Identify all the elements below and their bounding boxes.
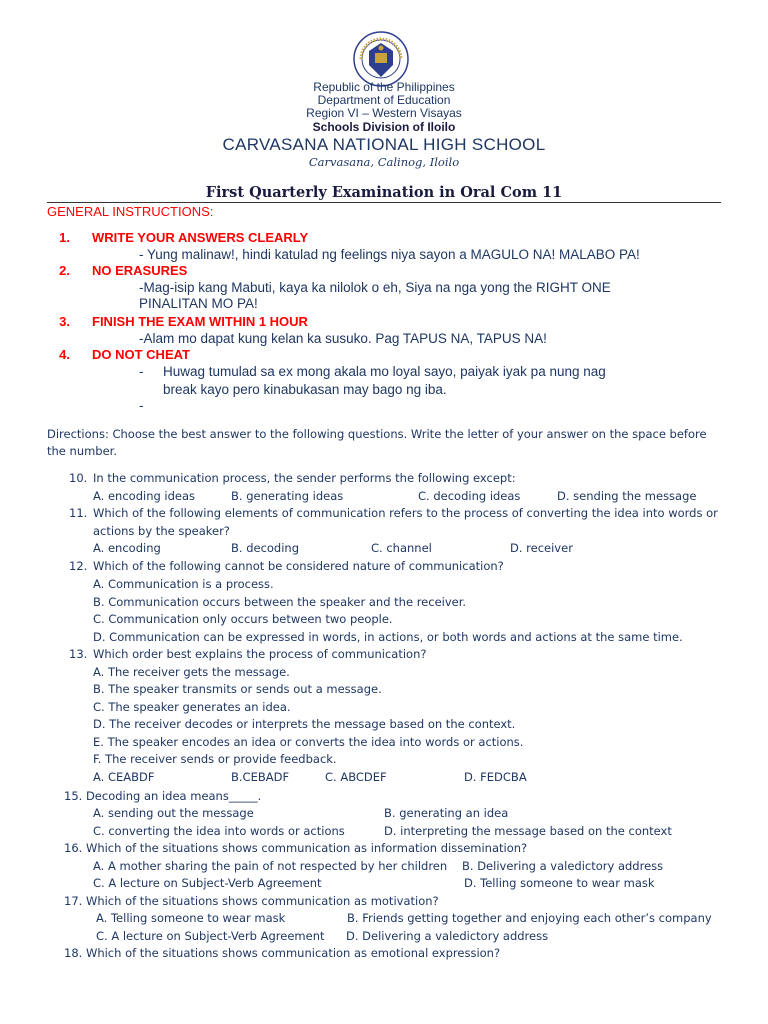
question-12-option-a: A. Communication is a process. — [93, 577, 274, 591]
general-instructions-label: GENERAL INSTRUCTIONS: — [47, 204, 214, 219]
header-republic: Republic of the Philippines — [313, 80, 455, 94]
school-name: CARVASANA NATIONAL HIGH SCHOOL — [222, 135, 546, 154]
instruction-3: 3. FINISH THE EXAM WITHIN 1 HOUR — [59, 314, 308, 329]
question-15-option-c: C. converting the idea into words or actions — [93, 824, 345, 838]
header-region: Region VI – Western Visayas — [306, 106, 462, 120]
title-divider — [47, 202, 721, 203]
question-10-option-b: B. generating ideas — [231, 489, 344, 503]
instruction-4-body: Huwag tumulad sa ex mong akala mo loyal sayo, paiyak iyak pa nung nag — [163, 364, 606, 379]
instruction-1: 1. WRITE YOUR ANSWERS CLEARLY — [59, 230, 309, 245]
question-15-option-d: D. interpreting the message based on the context — [384, 824, 672, 838]
question-13-text: Which order best explains the process of communication? — [93, 647, 427, 661]
question-16-option-c: C. A lecture on Subject-Verb Agreement — [93, 876, 322, 890]
instruction-4-body-2: break kayo pero kinabukasan may bago ng iba. — [163, 382, 447, 397]
question-11-text: Which of the following elements of communication refers to the process of converting the idea into words or — [93, 506, 718, 520]
question-13-item: F. The receiver sends or provide feedback. — [93, 752, 337, 766]
instruction-2-body-2: PINALITAN MO PA! — [139, 296, 258, 311]
question-12-text: Which of the following cannot be considered nature of communication? — [93, 559, 504, 573]
header-department: Department of Education — [317, 93, 451, 107]
question-16-option-d: D. Telling someone to wear mask — [464, 876, 655, 890]
question-13-number: 13. — [69, 647, 88, 661]
question-11-option-c: C. channel — [371, 541, 432, 555]
question-11-number: 11. — [69, 506, 88, 520]
question-17-option-a: A. Telling someone to wear mask — [96, 911, 286, 925]
instruction-1-body: - Yung malinaw!, hindi katulad ng feelings niya sayon a MAGULO NA! MALABO PA! — [139, 247, 640, 262]
question-13-item: B. The speaker transmits or sends out a message. — [93, 682, 382, 696]
question-13-item: D. The receiver decodes or interprets the message based on the context. — [93, 717, 516, 731]
question-13-item: C. The speaker generates an idea. — [93, 700, 291, 714]
instruction-3-body: -Alam mo dapat kung kelan ka susuko. Pag TAPUS NA, TAPUS NA! — [139, 331, 547, 346]
deped-seal-icon — [353, 31, 409, 87]
question-17-option-d: D. Delivering a valedictory address — [346, 929, 549, 943]
question-12-option-c: C. Communication only occurs between two people. — [93, 612, 393, 626]
question-11-option-a: A. encoding — [93, 541, 161, 555]
question-10-number: 10. — [69, 471, 88, 485]
question-10-option-c: C. decoding ideas — [418, 489, 521, 503]
question-13-option-a: A. CEABDF — [93, 770, 155, 784]
question-10-option-d: D. sending the message — [557, 489, 697, 503]
question-12-option-b: B. Communication occurs between the speaker and the receiver. — [93, 595, 467, 609]
question-16-text: 16. Which of the situations shows communication as information dissemination? — [64, 841, 528, 855]
directions-line-2: the number. — [47, 444, 118, 458]
question-10-option-a: A. encoding ideas — [93, 489, 196, 503]
school-address: Carvasana, Calinog, Iloilo — [308, 155, 460, 169]
question-16-option-b: B. Delivering a valedictory address — [462, 859, 664, 873]
question-15-option-b: B. generating an idea — [384, 806, 509, 820]
question-10-text: In the communication process, the sender performs the following except: — [93, 471, 516, 485]
question-17-option-b: B. Friends getting together and enjoying each other’s company — [347, 911, 712, 925]
question-13-option-c: C. ABCDEF — [325, 770, 387, 784]
instruction-empty-dash: - — [139, 398, 144, 413]
question-15-text: 15. Decoding an idea means_____. — [64, 789, 262, 803]
question-12-option-d: D. Communication can be expressed in words, in actions, or both words and actions at the same time. — [93, 630, 683, 644]
question-13-item: E. The speaker encodes an idea or converts the idea into words or actions. — [93, 735, 524, 749]
question-16-option-a: A. A mother sharing the pain of not respected by her children — [93, 859, 448, 873]
question-13-item: A. The receiver gets the message. — [93, 665, 290, 679]
question-17-text: 17. Which of the situations shows communication as motivation? — [64, 894, 439, 908]
question-13-option-b: B.CEBADF — [231, 770, 290, 784]
question-12-number: 12. — [69, 559, 88, 573]
instruction-2-body: -Mag-isip kang Mabuti, kaya ka nilolok o eh, Siya na nga yong the RIGHT ONE — [139, 280, 611, 295]
question-11-option-b: B. decoding — [231, 541, 300, 555]
question-17-option-c: C. A lecture on Subject-Verb Agreement — [96, 929, 325, 943]
question-11-option-d: D. receiver — [510, 541, 573, 555]
instruction-2: 2. NO ERASURES — [59, 263, 188, 278]
exam-title: First Quarterly Examination in Oral Com 11 — [205, 184, 563, 201]
instruction-4: 4. DO NOT CHEAT — [59, 347, 190, 362]
question-11-text-2: actions by the speaker? — [93, 524, 230, 538]
instruction-4-dash: - — [139, 364, 144, 379]
question-18-text: 18. Which of the situations shows communication as emotional expression? — [64, 946, 501, 960]
header-division: Schools Division of Iloilo — [312, 120, 456, 134]
directions-line-1: Directions: Choose the best answer to the following questions. Write the letter of your answer on the space before — [47, 427, 707, 441]
question-13-option-d: D. FEDCBA — [464, 770, 527, 784]
question-15-option-a: A. sending out the message — [93, 806, 254, 820]
